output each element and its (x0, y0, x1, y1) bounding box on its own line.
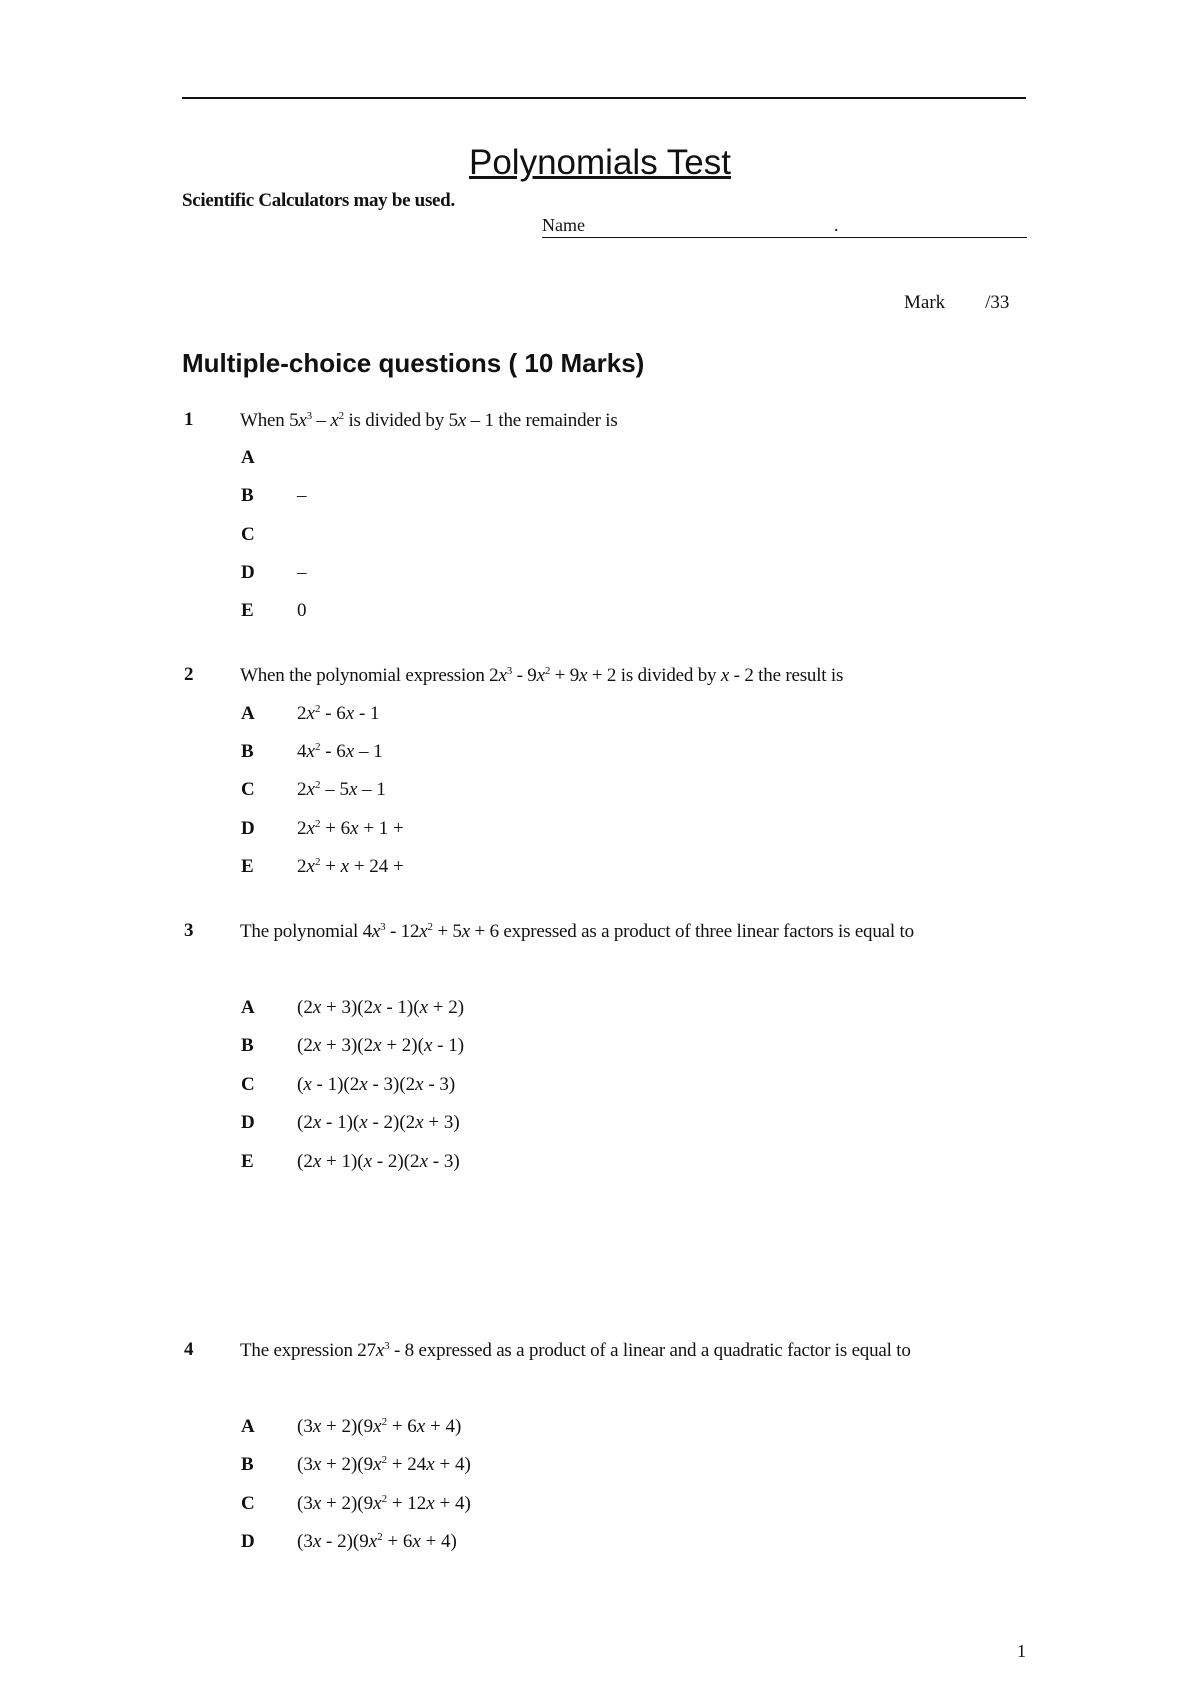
question-number: 4 (184, 1339, 194, 1360)
option-letter: D (241, 562, 255, 583)
question-number: 2 (184, 664, 194, 685)
name-field[interactable] (542, 215, 1027, 238)
option-text: $2x^2 - 6x - 1$ (297, 703, 380, 724)
option-letter: B (241, 1454, 254, 1475)
option-letter: D (241, 1112, 255, 1133)
option-letter: B (241, 485, 254, 506)
option-text: – (297, 485, 307, 506)
option-letter: D (241, 1531, 255, 1552)
option-text: (2x - 1)(x - 2)(2x + 3) (297, 1112, 460, 1133)
option-letter: E (241, 856, 254, 877)
name-field-dot: . (834, 215, 839, 235)
option-letter: A (241, 703, 255, 724)
option-letter: E (241, 600, 254, 621)
question-text: When $5x^3 - x^2$ is divided by 5x – 1 the remainder is (240, 410, 618, 431)
option-letter: B (241, 741, 254, 762)
option-text: (2x + 3)(2x + 2)(x - 1) (297, 1035, 465, 1056)
option-text: 0 (297, 600, 307, 621)
option-text: $(3x + 2)(9x^2 + 12x + 4)$ (297, 1493, 471, 1514)
option-letter: C (241, 1074, 255, 1095)
name-label: Name (542, 215, 585, 235)
option-letter: C (241, 779, 255, 800)
mark-total: /33 (985, 292, 1010, 313)
option-letter: A (241, 997, 255, 1018)
option-letter: A (241, 1416, 255, 1437)
section-heading: Multiple-choice questions ( 10 Marks) (182, 348, 645, 378)
option-letter: C (241, 1493, 255, 1514)
question-text: The expression $27x^3 - 8$ expressed as a product of a linear and a quadratic factor is equal to (240, 1340, 911, 1361)
option-letter: C (241, 524, 255, 545)
option-text: (x - 1)(2x - 3)(2x - 3) (297, 1074, 456, 1095)
option-letter: E (241, 1151, 254, 1172)
mark-field (904, 292, 1009, 314)
option-text: $2x^2 + 6x + 1$ + (297, 818, 404, 839)
option-text: $(3x - 2)(9x^2 + 6x + 4)$ (297, 1531, 457, 1552)
question-text: When the polynomial expression $2x^3 - 9x^2 + 9x + 2$ is divided by x - 2 the result is (240, 665, 844, 686)
option-text: – (297, 562, 307, 583)
option-letter: B (241, 1035, 254, 1056)
header-rule (182, 97, 1026, 99)
option-text: $(3x + 2)(9x^2 + 24x + 4)$ (297, 1454, 471, 1475)
mark-label: Mark (904, 292, 946, 313)
question-number: 3 (184, 920, 194, 941)
option-text: $2x^2 + x + 24$ + (297, 856, 404, 877)
option-text: $(3x + 2)(9x^2 + 6x + 4)$ (297, 1416, 462, 1437)
option-text: (2x + 3)(2x - 1)(x + 2) (297, 997, 465, 1018)
page-title: Polynomials Test (469, 143, 731, 182)
page-number: 1 (1017, 1641, 1026, 1661)
option-text: (2x + 1)(x - 2)(2x - 3) (297, 1151, 460, 1172)
question-text: The polynomial $4x^3 - 12x^2 + 5x + 6$ expressed as a product of three linear factors is equal to (240, 921, 914, 942)
option-letter: D (241, 818, 255, 839)
calculator-note: Scientific Calculators may be used. (182, 190, 455, 211)
option-text: $2x^2 - 5x - 1$ (297, 779, 386, 800)
question-number: 1 (184, 409, 194, 430)
option-text: $4x^2 - 6x - 1$ (297, 741, 383, 762)
option-letter: A (241, 447, 255, 468)
